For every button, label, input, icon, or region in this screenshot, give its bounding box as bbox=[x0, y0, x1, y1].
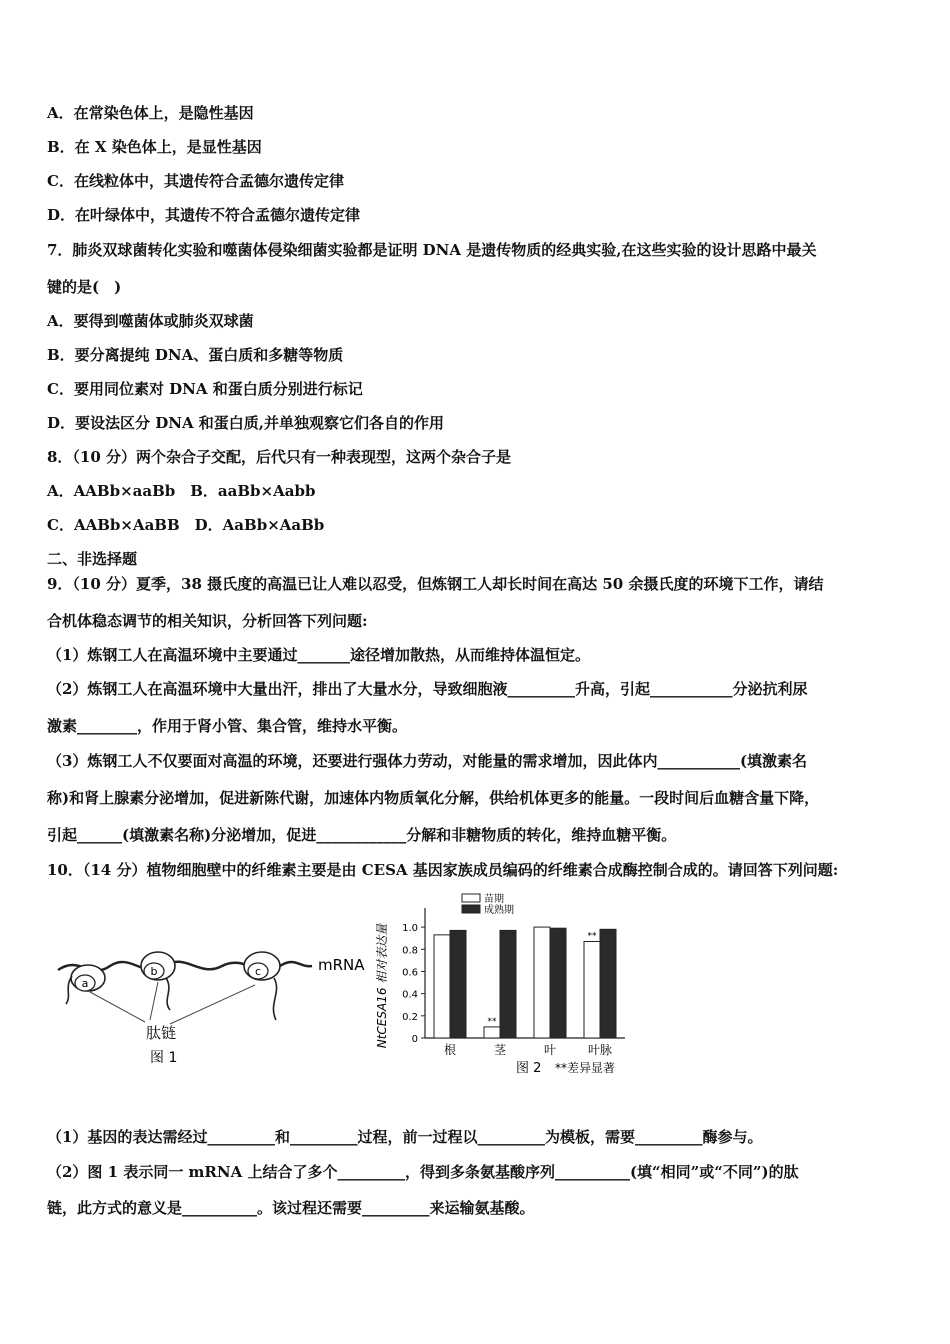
text-line: 9．（10 分）夏季，38 摄氏度的高温已让人难以忍受，但炼钢工人却长时间在高达 50 余摄氏度的环境下工作，请结 bbox=[47, 575, 824, 593]
text-line: 合机体稳态调节的相关知识，分析回答下列问题: bbox=[47, 612, 368, 630]
text-line: 称)和肾上腺素分泌增加，促进新陈代谢，加速体内物质氧化分解，供给机体更多的能量。一段时间后血糖含量下降， bbox=[47, 789, 820, 807]
figure-2-caption: 图 2 bbox=[516, 1061, 542, 1076]
legend-label-1: 成熟期 bbox=[484, 905, 514, 916]
x-tick-label: 根 bbox=[443, 1043, 457, 1057]
y-tick-label: 0.6 bbox=[402, 967, 418, 979]
bar-1-0 bbox=[450, 930, 466, 1038]
text-line: 二、非选择题 bbox=[47, 550, 138, 568]
ribosome-a bbox=[71, 965, 105, 991]
text-line: （1）基因的表达需经过_________和_________过程，前一过程以_________为模板，需要_________酶参与。 bbox=[47, 1128, 763, 1146]
peptide-chain-b bbox=[166, 978, 170, 1010]
bar-0-0 bbox=[434, 935, 450, 1038]
peptide-label: 肽链 bbox=[146, 1024, 177, 1042]
ribosome-c bbox=[244, 952, 280, 980]
x-tick-label: 叶脉 bbox=[587, 1043, 613, 1057]
text-line: C．要用同位素对 DNA 和蛋白质分别进行标记 bbox=[47, 380, 363, 398]
y-tick-label: 0 bbox=[411, 1034, 418, 1045]
text-line: C．AABb×AaBB D．AaBb×AaBb bbox=[47, 516, 325, 534]
y-tick-label: 0.2 bbox=[402, 1011, 418, 1023]
text-line: A．要得到噬菌体或肺炎双球菌 bbox=[47, 312, 254, 330]
text-line: D．在叶绿体中，其遗传不符合孟德尔遗传定律 bbox=[47, 206, 361, 224]
legend-label-0: 苗期 bbox=[484, 894, 504, 905]
bar-1-2 bbox=[550, 928, 566, 1038]
ribosome-b bbox=[141, 952, 175, 980]
mrna-label: mRNA bbox=[318, 956, 365, 974]
text-line: B．要分离提纯 DNA、蛋白质和多糖等物质 bbox=[47, 346, 344, 364]
legend-swatch-1 bbox=[462, 905, 480, 913]
y-tick-label: 0.8 bbox=[402, 945, 418, 957]
ribosome-label-c: c bbox=[254, 965, 262, 978]
text-line: A．在常染色体上，是隐性基因 bbox=[47, 104, 254, 122]
text-line: A．AABb×aaBb B．aaBb×Aabb bbox=[47, 482, 316, 500]
y-tick-label: 1.0 bbox=[402, 923, 418, 935]
text-line: C．在线粒体中，其遗传符合孟德尔遗传定律 bbox=[47, 172, 344, 190]
x-tick-label: 茎 bbox=[493, 1043, 507, 1057]
text-line: （1）炼钢工人在高温环境中主要通过_______途径增加散热，从而维持体温恒定。 bbox=[47, 646, 590, 664]
figure-1-caption: 图 1 bbox=[150, 1050, 178, 1066]
bar-0-2 bbox=[534, 927, 550, 1038]
text-line: （2）图 1 表示同一 mRNA 上结合了多个_________，得到多条氨基酸序列__________(填“相同”或“不同”)的肽 bbox=[47, 1163, 799, 1181]
y-tick-label: 0.4 bbox=[402, 989, 418, 1001]
text-line: （2）炼钢工人在高温环境中大量出汗，排出了大量水分，导致细胞液_________升高，引起___________分泌抗利尿 bbox=[47, 680, 808, 698]
figure-1-polysome bbox=[50, 900, 370, 1080]
significance-mark: ** bbox=[587, 931, 597, 942]
text-line: 引起______(填激素名称)分泌增加，促进____________分解和非糖物质的转化，维持血糖平衡。 bbox=[47, 826, 677, 844]
significance-note: **差异显著 bbox=[555, 1061, 616, 1075]
text-line: B．在 X 染色体上，是显性基因 bbox=[47, 138, 262, 156]
text-line: 10．（14 分）植物细胞壁中的纤维素主要是由 CESA 基因家族成员编码的纤维素合成酶控制合成的。请回答下列问题: bbox=[47, 861, 839, 879]
legend-swatch-0 bbox=[462, 894, 480, 902]
x-tick-label: 叶 bbox=[543, 1043, 557, 1057]
bar-0-1 bbox=[484, 1027, 500, 1038]
ribosome-label-a: a bbox=[81, 977, 89, 990]
bar-0-3 bbox=[584, 942, 600, 1038]
text-line: 键的是( ) bbox=[47, 278, 122, 296]
text-line: （3）炼钢工人不仅要面对高温的环境，还要进行强体力劳动，对能量的需求增加，因此体内___________(填激素名 bbox=[47, 752, 808, 770]
text-line: 链，此方式的意义是__________。该过程还需要_________来运输氨基酸。 bbox=[47, 1199, 535, 1217]
text-line: 7．肺炎双球菌转化实验和噬菌体侵染细菌实验都是证明 DNA 是遗传物质的经典实验,在这些实验的设计思路中最关 bbox=[47, 241, 817, 259]
bar-1-3 bbox=[600, 929, 616, 1038]
text-line: D．要设法区分 DNA 和蛋白质,并单独观察它们各自的作用 bbox=[47, 414, 445, 432]
text-line: 激素________，作用于肾小管、集合管，维持水平衡。 bbox=[47, 717, 408, 735]
text-line: 8．（10 分）两个杂合子交配，后代只有一种表现型，这两个杂合子是 bbox=[47, 448, 512, 466]
significance-mark: ** bbox=[487, 1016, 497, 1027]
peptide-chain-c bbox=[273, 978, 276, 1020]
y-axis-label: NtCESA16 相对表达量 bbox=[375, 923, 389, 1049]
bar-1-1 bbox=[500, 930, 516, 1038]
ribosome-label-b: b bbox=[150, 965, 158, 978]
figure-2-chart bbox=[370, 886, 670, 1086]
